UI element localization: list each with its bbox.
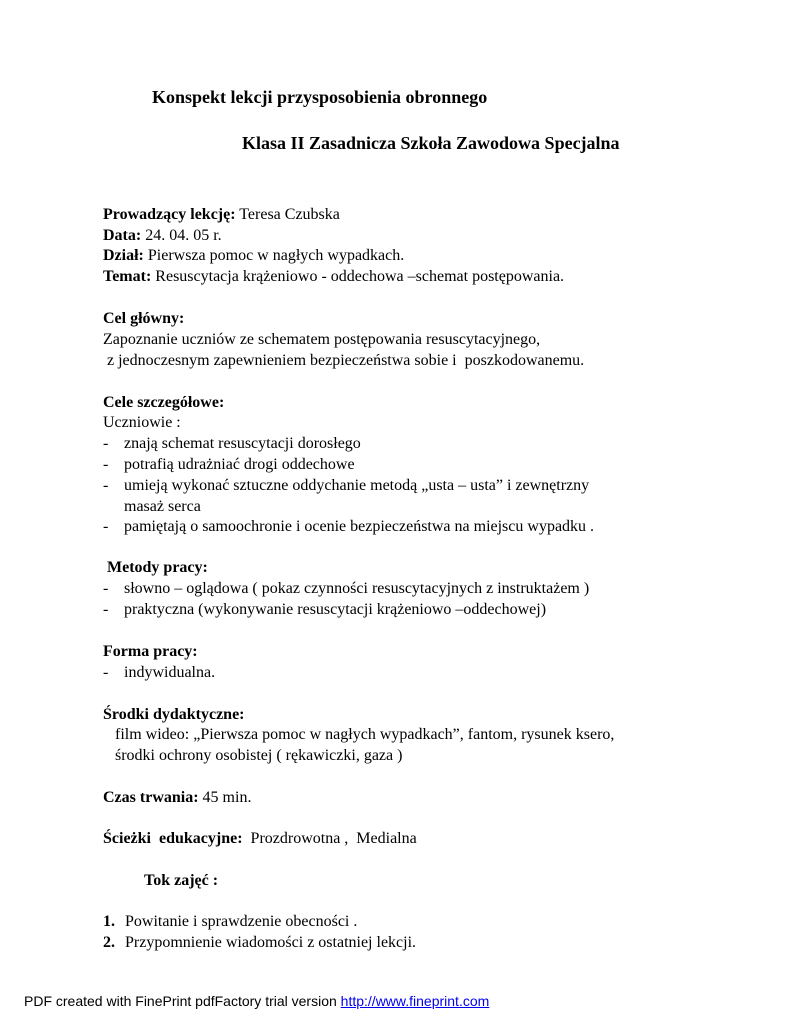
duration-label: Czas trwania: [103,789,199,806]
list-dash: - [103,456,109,473]
specific-goals-heading: Cele szczegółowe: [103,394,225,411]
step-item [103,932,416,953]
topic-value: Resuscytacja krążeniowo - oddechowa –schemat postępowania. [151,268,565,285]
section-line [103,245,404,266]
list-item [103,516,594,537]
list-item [103,475,589,496]
list-item [103,662,215,683]
form-heading: Forma pracy: [103,643,198,660]
list-dash: - [103,601,109,618]
list-dash: - [103,664,109,681]
step-item [103,911,357,932]
list-dash: - [103,435,109,452]
list-item [103,454,355,475]
step-number: 1. [103,913,115,930]
course-heading: Tok zajęć : [144,872,219,889]
list-item-text: umieją wykonać sztuczne oddychanie metodą „usta – usta” i zewnętrzny [124,477,590,494]
list-item-text: słowno – oglądowa ( pokaz czynności resuscytacyjnych z instruktażem ) [124,580,590,597]
date-value: 24. 04. 05 r. [141,227,222,244]
list-item-text: pamiętają o samoochronie i ocenie bezpieczeństwa na miejscu wypadku . [124,518,595,535]
pdf-footer [24,992,489,1010]
list-item-text: znają schemat resuscytacji dorosłego [124,435,361,452]
list-item [103,433,361,454]
step-number: 2. [103,934,115,951]
list-dash: - [103,518,109,535]
list-item-text: potrafią udrażniać drogi oddechowe [124,456,355,473]
paths-line [103,828,417,849]
teacher-line [103,204,340,225]
section-label: Dział: [103,247,144,264]
step-text: Przypomnienie wiadomości z ostatniej lekcji. [125,934,417,951]
list-dash: - [103,580,109,597]
section-value: Pierwsza pomoc w nagłych wypadkach. [143,247,405,264]
list-item-continuation: masaż serca [124,498,201,515]
footer-text: PDF created with FinePrint pdfFactory trial version [24,993,341,1009]
topic-label: Temat: [103,268,152,285]
aids-line-2: środki ochrony osobistej ( rękawiczki, gaza ) [103,747,403,764]
teacher-value: Teresa Czubska [235,206,340,223]
duration-line [103,787,251,808]
document-subtitle: Klasa II Zasadnicza Szkoła Zawodowa Specjalna [242,133,620,153]
footer-link[interactable]: http://www.fineprint.com [340,993,490,1009]
main-goal-line-2: z jednoczesnym zapewnieniem bezpieczeństwa sobie i poszkodowanemu. [103,352,585,369]
list-item-text: praktyczna (wykonywanie resuscytacji krążeniowo –oddechowej) [124,601,547,618]
methods-heading: Metody pracy: [103,559,208,576]
step-text: Powitanie i sprawdzenie obecności . [125,913,358,930]
teacher-label: Prowadzący lekcję: [103,206,236,223]
aids-heading: Środki dydaktyczne: [103,706,245,723]
date-line [103,225,222,246]
aids-line-1: film wideo: „Pierwsza pomoc w nagłych wypadkach”, fantom, rysunek ksero, [103,726,615,743]
list-dash: - [103,477,109,494]
main-goal-heading: Cel główny: [103,310,185,327]
paths-value: Prozdrowotna , Medialna [242,830,417,847]
list-item [103,578,589,599]
paths-label: Ścieżki edukacyjne: [103,830,243,847]
list-item-text: indywidualna. [124,664,216,681]
specific-goals-intro: Uczniowie : [103,414,181,431]
list-item [103,599,546,620]
document-title: Konspekt lekcji przysposobienia obronnego [152,87,488,107]
main-goal-line-1: Zapoznanie uczniów ze schematem postępowania resuscytacyjnego, [103,331,541,348]
date-label: Data: [103,227,142,244]
duration-value: 45 min. [198,789,252,806]
topic-line [103,266,564,287]
